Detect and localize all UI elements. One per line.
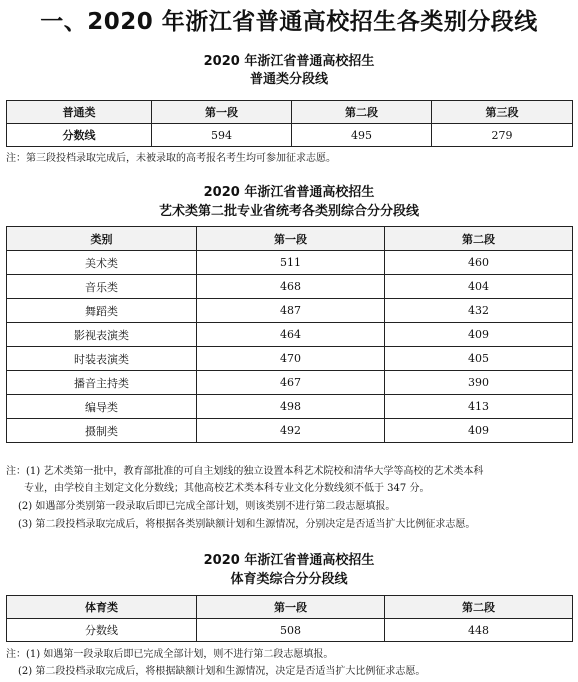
score-cell: 432 — [385, 299, 573, 323]
table-row — [7, 395, 573, 419]
score-cell: 468 — [197, 275, 385, 299]
row-label: 分数线 — [7, 124, 152, 147]
score-cell: 279 — [432, 124, 573, 147]
section1-note: 注：第三段投档录取完成后，未被录取的高考报名考生均可参加征求志愿。 — [6, 153, 336, 164]
header-cell: 体育类 — [7, 596, 197, 619]
table-row — [7, 251, 573, 275]
table-row — [7, 371, 573, 395]
header-cell: 第一段 — [197, 596, 385, 619]
score-cell: 413 — [385, 395, 573, 419]
header-cell: 第一段 — [197, 227, 385, 251]
score-cell: 409 — [385, 323, 573, 347]
score-cell: 498 — [197, 395, 385, 419]
table-row — [7, 275, 573, 299]
score-cell: 594 — [152, 124, 292, 147]
table-row — [7, 299, 573, 323]
header-cell: 第三段 — [432, 101, 573, 124]
table-header-row — [7, 101, 573, 124]
category-cell: 音乐类 — [7, 275, 197, 299]
section2-note-2: 专业，由学校自主划定文化分数线；其他高校艺术类本科专业文化分数线须不低于 347 分。 — [24, 483, 430, 494]
category-cell: 时装表演类 — [7, 347, 197, 371]
score-cell: 511 — [197, 251, 385, 275]
section1-caption-line2: 普通类分段线 — [249, 72, 328, 87]
header-cell: 第一段 — [152, 101, 292, 124]
category-cell: 播音主持类 — [7, 371, 197, 395]
score-cell: 467 — [197, 371, 385, 395]
category-cell: 摄制类 — [7, 419, 197, 443]
table-header-row — [7, 227, 573, 251]
score-cell: 390 — [385, 371, 573, 395]
section2-caption-line2: 艺术类第二批专业省统考各类别综合分分段线 — [158, 204, 419, 219]
score-cell: 404 — [385, 275, 573, 299]
header-cell: 第二段 — [385, 227, 573, 251]
table-row — [7, 347, 573, 371]
score-cell: 470 — [197, 347, 385, 371]
section3-caption-line1: 2020 年浙江省普通高校招生 — [203, 553, 375, 568]
header-cell: 第二段 — [292, 101, 432, 124]
category-cell: 舞蹈类 — [7, 299, 197, 323]
category-cell: 影视表演类 — [7, 323, 197, 347]
art-cutoff-table — [6, 226, 573, 443]
section2-note-1: 注：(1) 艺术类第一批中，教育部批准的可自主划线的独立设置本科艺术院校和清华大学等高校的艺术类本科 — [6, 466, 484, 477]
row-label: 分数线 — [7, 619, 197, 642]
page-title: 一、2020 年浙江省普通高校招生各类别分段线 — [40, 9, 538, 35]
score-cell: 492 — [197, 419, 385, 443]
table-row — [7, 124, 573, 147]
section3-note-2: (2) 第二段投档录取完成后，将根据缺额计划和生源情况，决定是否适当扩大比例征求志愿。 — [18, 666, 426, 677]
table-header-row — [7, 596, 573, 619]
score-cell: 508 — [197, 619, 385, 642]
sports-cutoff-table — [6, 595, 573, 642]
section3-note-1: 注：(1) 如遇第一段录取后即已完成全部计划，则不进行第二段志愿填报。 — [6, 649, 334, 660]
table-row — [7, 419, 573, 443]
general-cutoff-table — [6, 100, 573, 147]
table-row — [7, 619, 573, 642]
header-cell: 普通类 — [7, 101, 152, 124]
category-cell: 编导类 — [7, 395, 197, 419]
score-cell: 495 — [292, 124, 432, 147]
score-cell: 448 — [385, 619, 573, 642]
score-cell: 464 — [197, 323, 385, 347]
section3-caption-line2: 体育类综合分分段线 — [230, 572, 348, 587]
section1-caption-line1: 2020 年浙江省普通高校招生 — [203, 54, 375, 69]
section2-note-4: (3) 第二段投档录取完成后，将根据各类别缺额计划和生源情况，分别决定是否适当扩大比例征求志愿。 — [18, 519, 476, 530]
header-cell: 类别 — [7, 227, 197, 251]
category-cell: 美术类 — [7, 251, 197, 275]
score-cell: 405 — [385, 347, 573, 371]
section2-caption-line1: 2020 年浙江省普通高校招生 — [203, 185, 375, 200]
section2-note-3: (2) 如遇部分类别第一段录取后即已完成全部计划，则该类别不进行第二段志愿填报。 — [18, 501, 396, 512]
table-row — [7, 323, 573, 347]
score-cell: 487 — [197, 299, 385, 323]
score-cell: 460 — [385, 251, 573, 275]
header-cell: 第二段 — [385, 596, 573, 619]
score-cell: 409 — [385, 419, 573, 443]
